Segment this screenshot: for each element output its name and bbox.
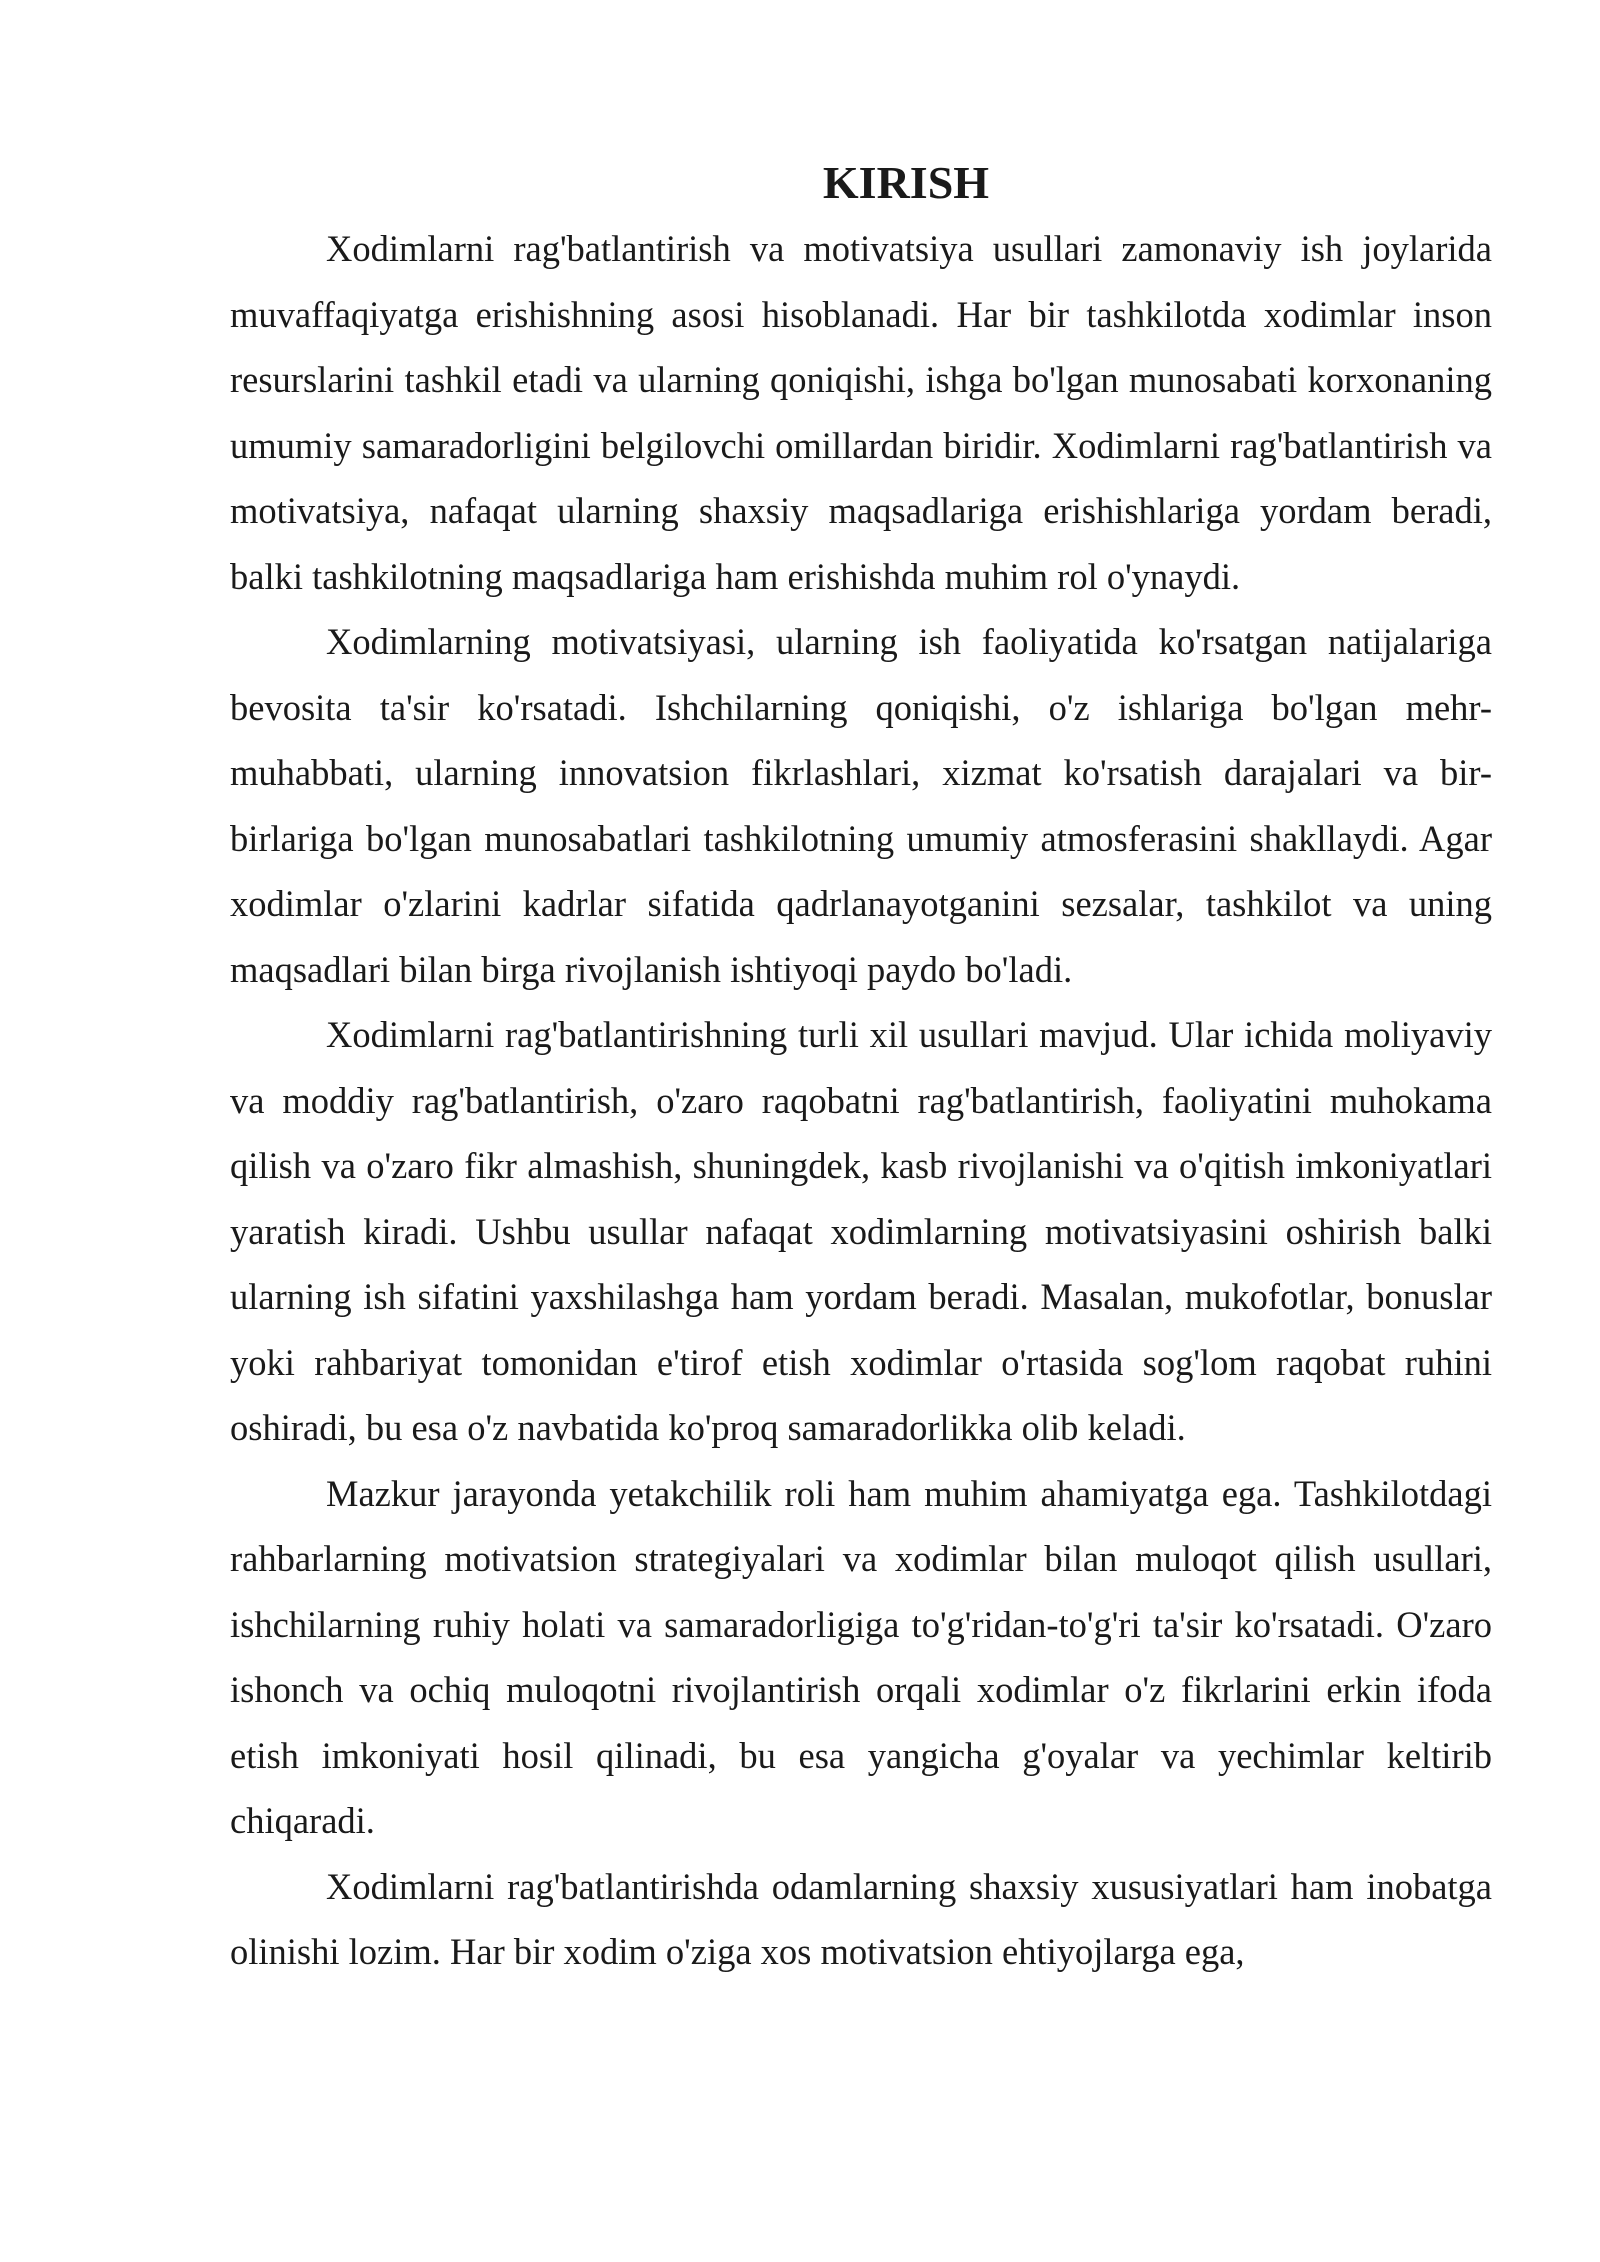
paragraph: Xodimlarni rag'batlantirish va motivatsiya usullari zamonaviy ish joylarida muvaffaqiyatga erishishning asosi hisoblanadi. Har bir tashkilotda xodimlar inson resurslarini tashkil etadi va ularning qoniqishi, ishga bo'lgan munosabati korxonaning umumiy samaradorligini belgilovchi omillardan biridir. Xodimlarni rag'batlantirish va motivatsiya, nafaqat ularning shaxsiy maqsadlariga erishishlariga yordam beradi, balki tashkilotning maqsadlariga ham erishishda muhim rol o'ynaydi.: [230, 228, 1492, 597]
page-title: KIRISH: [822, 157, 990, 208]
paragraph: Xodimlarning motivatsiyasi, ularning ish faoliyatida ko'rsatgan natijalariga bevosita ta'sir ko'rsatadi. Ishchilarning qoniqishi, o'z ishlariga bo'lgan mehr-muhabbati, ularning innovatsion fikrlashlari, xizmat ko'rsatish darajalari va bir-birlariga bo'lgan munosabatlari tashkilotning umumiy atmosferasini shakllaydi. Agar xodimlar o'zlarini kadrlar sifatida qadrlanayotganini sezsalar, tashkilot va uning maqsadlari bilan birga rivojlanish ishtiyoqi paydo bo'ladi.: [230, 621, 1492, 990]
paragraph: Xodimlarni rag'batlantirishning turli xil usullari mavjud. Ular ichida moliyaviy va moddiy rag'batlantirish, o'zaro raqobatni rag'batlantirish, faoliyatini muhokama qilish va o'zaro fikr almashish, shuningdek, kasb rivojlanishi va o'qitish imkoniyatlari yaratish kiradi. Ushbu usullar nafaqat xodimlarning motivatsiyasini oshirish balki ularning ish sifatini yaxshilashga ham yordam beradi. Masalan, mukofotlar, bonuslar yoki rahbariyat tomonidan e'tirof etish xodimlar o'rtasida sog'lom raqobat ruhini oshiradi, bu esa o'z navbatida ko'proq samaradorlikka olib keladi.: [230, 1014, 1492, 1448]
paragraph: Xodimlarni rag'batlantirishda odamlarning shaxsiy xususiyatlari ham inobatga olinishi lozim. Har bir xodim o'ziga xos motivatsion ehtiyojlarga ega,: [230, 1865, 1492, 1972]
page-content: [230, 150, 1492, 1985]
paragraph: Mazkur jarayonda yetakchilik roli ham muhim ahamiyatga ega. Tashkilotdagi rahbarlarning motivatsion strategiyalari va xodimlar bilan muloqot qilish usullari, ishchilarning ruhiy holati va samaradorligiga to'g'ridan-to'g'ri ta'sir ko'rsatadi. O'zaro ishonch va ochiq muloqotni rivojlantirish orqali xodimlar o'z fikrlarini erkin ifoda etish imkoniyati hosil qilinadi, bu esa yangicha g'oyalar va yechimlar keltirib chiqaradi.: [230, 1472, 1492, 1841]
